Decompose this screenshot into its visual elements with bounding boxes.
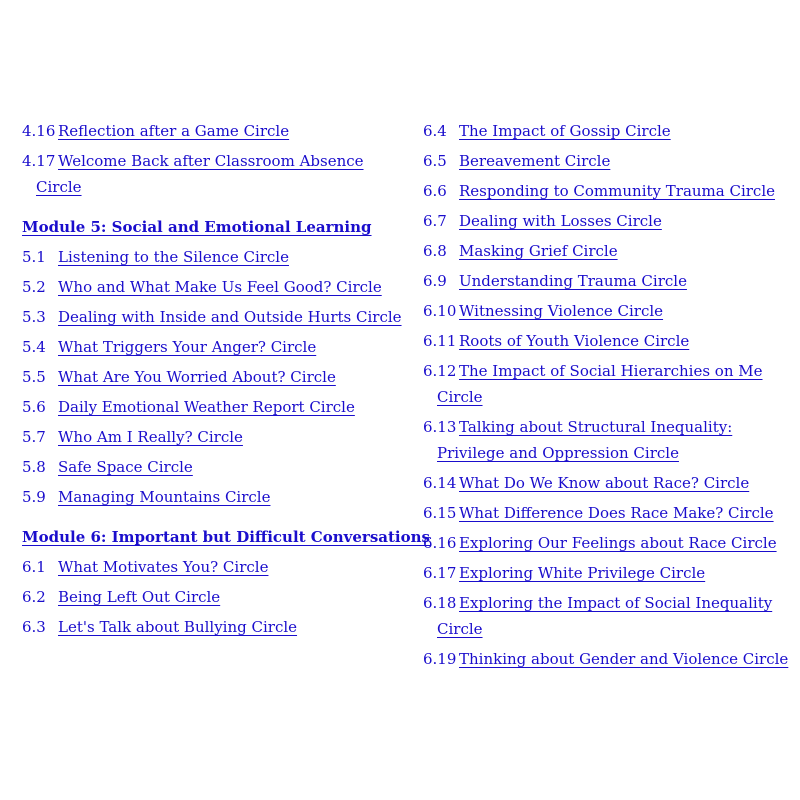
entry-title: Managing Mountains Circle — [58, 488, 271, 506]
toc-right-column — [423, 118, 793, 676]
toc-entry-5-9[interactable] — [22, 484, 402, 510]
entry-title: Understanding Trauma Circle — [459, 272, 687, 290]
entry-title: The Impact of Social Hierarchies on Me Circle — [437, 362, 763, 406]
toc-entry-6-14[interactable] — [423, 470, 793, 496]
toc-entry-6-9[interactable] — [423, 268, 793, 294]
entry-title: Talking about Structural Inequality: Privilege and Oppression Circle — [437, 418, 733, 462]
entry-title: What Do We Know about Race? Circle — [459, 474, 750, 492]
module-6-heading[interactable]: Module 6: Important but Difficult Conversations — [22, 528, 430, 546]
entry-title: Thinking about Gender and Violence Circle — [459, 650, 789, 668]
toc-entry-5-5[interactable] — [22, 364, 402, 390]
entry-number: 6.13 — [423, 418, 457, 436]
entry-number: 6.19 — [423, 650, 457, 668]
entry-title: What Triggers Your Anger? Circle — [58, 338, 317, 356]
toc-entry-6-5[interactable] — [423, 148, 793, 174]
entry-title: Let's Talk about Bullying Circle — [58, 618, 298, 636]
toc-entry-6-18[interactable] — [423, 590, 782, 642]
entry-title: Dealing with Inside and Outside Hurts Circle — [58, 308, 402, 326]
entry-title: Welcome Back after Classroom Absence Circle — [36, 152, 364, 196]
entry-number: 6.8 — [423, 242, 447, 260]
entry-title: Exploring the Impact of Social Inequality Circle — [437, 594, 773, 638]
entry-number: 6.18 — [423, 594, 457, 612]
entry-number: 6.6 — [423, 182, 447, 200]
toc-entry-6-7[interactable] — [423, 208, 793, 234]
toc-entry-6-11[interactable] — [423, 328, 793, 354]
toc-entry-5-1[interactable] — [22, 244, 402, 270]
entry-title: Responding to Community Trauma Circle — [459, 182, 775, 200]
entry-title: The Impact of Gossip Circle — [459, 122, 671, 140]
entry-title: Being Left Out Circle — [58, 588, 221, 606]
entry-title: Exploring Our Feelings about Race Circle — [459, 534, 777, 552]
toc-entry-5-3[interactable] — [22, 304, 402, 330]
toc-entry-5-4[interactable] — [22, 334, 402, 360]
entry-number: 6.5 — [423, 152, 447, 170]
toc-entry-6-16[interactable] — [423, 530, 793, 556]
entry-number: 5.2 — [22, 278, 46, 296]
toc-entry-6-6[interactable] — [423, 178, 793, 204]
entry-title: Masking Grief Circle — [459, 242, 618, 260]
entry-number: 6.14 — [423, 474, 457, 492]
toc-entry-5-2[interactable] — [22, 274, 402, 300]
entry-number: 6.1 — [22, 558, 46, 576]
toc-entry-5-7[interactable] — [22, 424, 402, 450]
entry-number: 6.10 — [423, 302, 457, 320]
entry-title: Who and What Make Us Feel Good? Circle — [58, 278, 382, 296]
toc-entry-6-15[interactable] — [423, 500, 793, 526]
entry-title: Roots of Youth Violence Circle — [459, 332, 690, 350]
entry-title: Listening to the Silence Circle — [58, 248, 289, 266]
toc-entry-6-2[interactable] — [22, 584, 402, 610]
entry-title: Witnessing Violence Circle — [459, 302, 664, 320]
entry-number: 6.9 — [423, 272, 447, 290]
toc-entry-6-8[interactable] — [423, 238, 793, 264]
entry-number: 5.6 — [22, 398, 46, 416]
entry-number: 6.17 — [423, 564, 457, 582]
toc-entry-6-17[interactable] — [423, 560, 793, 586]
entry-title: Daily Emotional Weather Report Circle — [58, 398, 355, 416]
module-5-heading[interactable]: Module 5: Social and Emotional Learning — [22, 218, 372, 236]
entry-number: 6.11 — [423, 332, 457, 350]
entry-title: What Motivates You? Circle — [58, 558, 269, 576]
toc-entry-4-17[interactable] — [22, 148, 376, 200]
toc-left-column — [22, 118, 430, 644]
entry-title: Safe Space Circle — [58, 458, 193, 476]
entry-number: 4.17 — [22, 152, 56, 170]
entry-number: 5.3 — [22, 308, 46, 326]
toc-entry-4-16[interactable] — [22, 118, 402, 144]
entry-number: 6.12 — [423, 362, 457, 380]
toc-entry-6-3[interactable] — [22, 614, 402, 640]
entry-number: 5.4 — [22, 338, 46, 356]
toc-entry-5-6[interactable] — [22, 394, 402, 420]
entry-number: 5.1 — [22, 248, 46, 266]
entry-title: What Difference Does Race Make? Circle — [459, 504, 774, 522]
entry-number: 6.2 — [22, 588, 46, 606]
entry-number: 5.5 — [22, 368, 46, 386]
toc-entry-6-4[interactable] — [423, 118, 793, 144]
entry-number: 6.4 — [423, 122, 447, 140]
entry-number: 4.16 — [22, 122, 56, 140]
entry-number: 6.7 — [423, 212, 447, 230]
entry-title: Bereavement Circle — [459, 152, 611, 170]
entry-number: 5.9 — [22, 488, 46, 506]
toc-entry-5-8[interactable] — [22, 454, 402, 480]
entry-number: 5.8 — [22, 458, 46, 476]
entry-title: Dealing with Losses Circle — [459, 212, 662, 230]
entry-number: 6.3 — [22, 618, 46, 636]
toc-entry-6-19[interactable] — [423, 646, 793, 672]
entry-number: 6.15 — [423, 504, 457, 522]
entry-title: Who Am I Really? Circle — [58, 428, 243, 446]
entry-number: 5.7 — [22, 428, 46, 446]
entry-title: Exploring White Privilege Circle — [459, 564, 706, 582]
entry-number: 6.16 — [423, 534, 457, 552]
toc-entry-6-13[interactable] — [423, 414, 757, 466]
toc-entry-6-12[interactable] — [423, 358, 777, 410]
toc-entry-6-1[interactable] — [22, 554, 402, 580]
entry-title: What Are You Worried About? Circle — [58, 368, 336, 386]
entry-title: Reflection after a Game Circle — [58, 122, 290, 140]
toc-entry-6-10[interactable] — [423, 298, 793, 324]
